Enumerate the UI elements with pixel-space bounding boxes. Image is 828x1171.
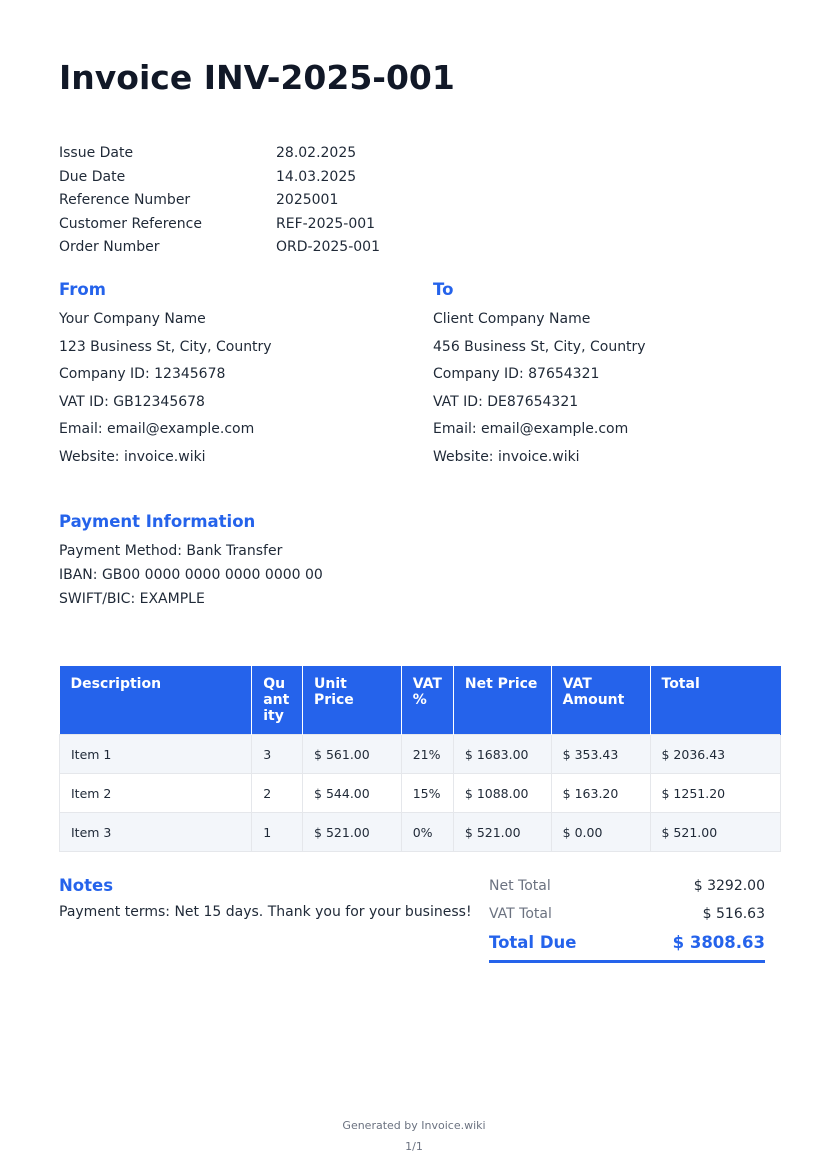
column-header-vat-amount: VAT Amount [551,666,650,735]
from-email: Email: email@example.com [59,421,255,437]
column-header-vat-percent: VAT % [401,666,453,735]
meta-row-issue-date [59,143,380,167]
to-company-name: Client Company Name [433,311,591,327]
to-address: 456 Business St, City, Country [433,338,646,355]
footer-generated: Generated by Invoice.wiki [342,1119,486,1132]
meta-value: 2025001 [276,192,339,209]
footer-page-number: 1/1 [405,1140,423,1153]
totals-summary [489,876,765,963]
invoice-title: Invoice INV-2025-001 [59,58,455,97]
from-block [59,309,272,474]
column-header-quantity: Quantity [252,666,303,735]
vat-total-row [489,904,765,932]
table-row [60,774,781,813]
cell-vat-percent: 0% [401,813,453,852]
cell-vat-percent: 15% [401,774,453,813]
meta-value: REF-2025-001 [276,215,376,232]
meta-label: Reference Number [59,192,191,209]
cell-description: Item 2 [60,774,252,813]
cell-vat-amount: $ 353.43 [551,735,650,774]
vat-total-label: VAT Total [489,905,552,922]
table-row [60,813,781,852]
vat-total-value: $ 516.63 [702,905,765,922]
meta-label: Order Number [59,239,160,256]
cell-description: Item 1 [60,735,252,774]
to-heading: To [433,280,454,299]
from-vat-id: VAT ID: GB12345678 [59,393,205,410]
from-company-name: Your Company Name [59,311,206,327]
meta-row-reference-number [59,190,380,214]
cell-net-price: $ 521.00 [453,813,551,852]
payment-heading: Payment Information [59,512,256,531]
from-heading: From [59,280,106,299]
cell-quantity: 2 [252,774,303,813]
cell-total: $ 521.00 [650,813,781,852]
notes-heading: Notes [59,876,114,895]
total-due-label: Total Due [489,933,577,952]
cell-quantity: 3 [252,735,303,774]
total-due-row [489,933,765,963]
payment-block [59,541,323,612]
to-vat-id: VAT ID: DE87654321 [433,393,579,410]
from-company-id: Company ID: 12345678 [59,366,226,382]
cell-net-price: $ 1683.00 [453,735,551,774]
column-header-net-price: Net Price [453,666,551,735]
cell-vat-amount: $ 163.20 [551,774,650,813]
from-address: 123 Business St, City, Country [59,338,272,355]
meta-row-customer-reference [59,214,380,238]
to-email: Email: email@example.com [433,421,629,437]
to-company-id: Company ID: 87654321 [433,366,600,382]
column-header-description: Description [60,666,252,735]
net-total-value: $ 3292.00 [693,878,765,894]
meta-value: ORD-2025-001 [276,239,380,256]
cell-net-price: $ 1088.00 [453,774,551,813]
to-block [433,309,646,474]
meta-label: Issue Date [59,145,134,161]
meta-value: 28.02.2025 [276,145,357,161]
cell-total: $ 1251.20 [650,774,781,813]
cell-vat-percent: 21% [401,735,453,774]
meta-label: Due Date [59,168,126,185]
invoice-meta [59,143,380,261]
meta-label: Customer Reference [59,215,202,232]
from-website: Website: invoice.wiki [59,448,206,465]
table-row [60,735,781,774]
to-website: Website: invoice.wiki [433,448,580,465]
payment-method: Payment Method: Bank Transfer [59,543,283,559]
net-total-row [489,876,765,904]
net-total-label: Net Total [489,878,551,894]
cell-unit-price: $ 544.00 [303,774,402,813]
cell-total: $ 2036.43 [650,735,781,774]
meta-row-order-number [59,237,380,261]
meta-row-due-date [59,167,380,191]
cell-unit-price: $ 521.00 [303,813,402,852]
payment-swift: SWIFT/BIC: EXAMPLE [59,590,205,607]
table-header-row [60,666,781,735]
payment-iban: IBAN: GB00 0000 0000 0000 0000 00 [59,566,323,583]
line-items-table [59,666,781,852]
column-header-total: Total [650,666,781,735]
cell-vat-amount: $ 0.00 [551,813,650,852]
column-header-unit-price: Unit Price [303,666,402,735]
total-due-value: $ 3808.63 [672,933,765,952]
cell-description: Item 3 [60,813,252,852]
cell-quantity: 1 [252,813,303,852]
notes-text: Payment terms: Net 15 days. Thank you for your business! [59,904,472,920]
meta-value: 14.03.2025 [276,168,357,185]
cell-unit-price: $ 561.00 [303,735,402,774]
